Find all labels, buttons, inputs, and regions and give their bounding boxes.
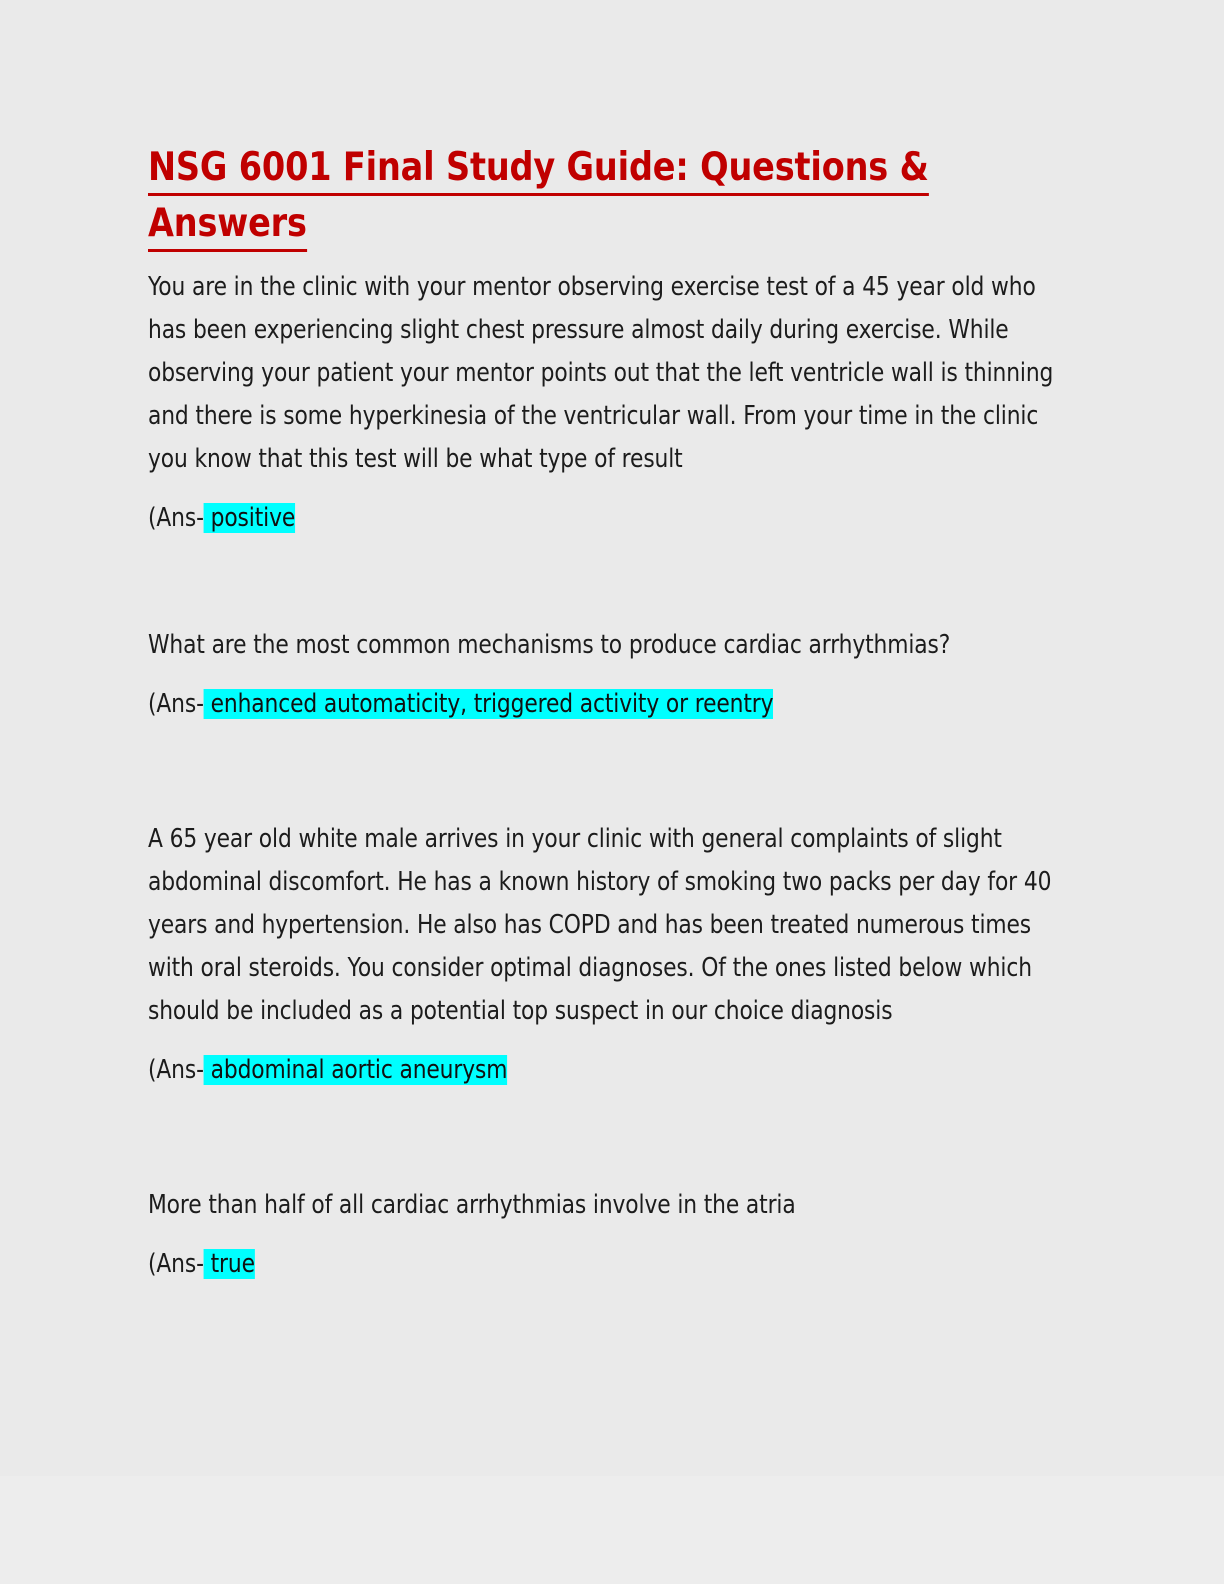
answer-line (148, 1243, 1070, 1286)
page-background-below (0, 1476, 1224, 1584)
answer-prefix: (Ans- (148, 503, 204, 534)
question-text: A 65 year old white male arrives in your clinic with general complaints of slight abdominal discomfort. He has a known history of smoking two packs per day for 40 years and hypertension. He also has COPD and has been treated numerous times with oral steroids. You consider optimal diagnoses. Of the ones listed below which should be included as a potential top suspect in our choice diagnosis (148, 824, 1052, 1027)
answer-line (148, 497, 1070, 540)
spacer (148, 1092, 1068, 1184)
spacer (148, 667, 1068, 683)
spacer (148, 1033, 1068, 1049)
answer-line (148, 683, 1070, 726)
spacer (148, 481, 1068, 497)
question-text: More than half of all cardiac arrhythmias involve in the atria (148, 1190, 796, 1221)
page-title-line-2: Answers (148, 196, 1068, 252)
spacer (148, 540, 1068, 624)
question-text: What are the most common mechanisms to produce cardiac arrhythmias? (148, 630, 951, 661)
spacer (148, 726, 1068, 818)
answer-highlight: true (203, 1249, 255, 1280)
answer-prefix: (Ans- (148, 1055, 204, 1086)
answer-prefix: (Ans- (148, 689, 204, 720)
answer-highlight: abdominal aortic aneurysm (203, 1055, 508, 1086)
answer-highlight: positive (203, 503, 296, 534)
page-title (148, 140, 1068, 252)
answer-prefix: (Ans- (148, 1249, 204, 1280)
document-content (148, 140, 1068, 1286)
spacer (148, 1227, 1068, 1243)
answer-line (148, 1049, 1070, 1092)
answer-highlight: enhanced automaticity, triggered activity or reentry (203, 689, 774, 720)
question-text: You are in the clinic with your mentor observing exercise test of a 45 year old who has been experiencing slight chest pressure almost daily during exercise. While observing your patient your mentor points out that the left ventricle wall is thinning and there is some hyperkinesia of the ventricular wall. From your time in the clinic you know that this test will be what type of result (148, 272, 1054, 475)
page-title-line-1: NSG 6001 Final Study Guide: Questions & (148, 140, 1068, 196)
